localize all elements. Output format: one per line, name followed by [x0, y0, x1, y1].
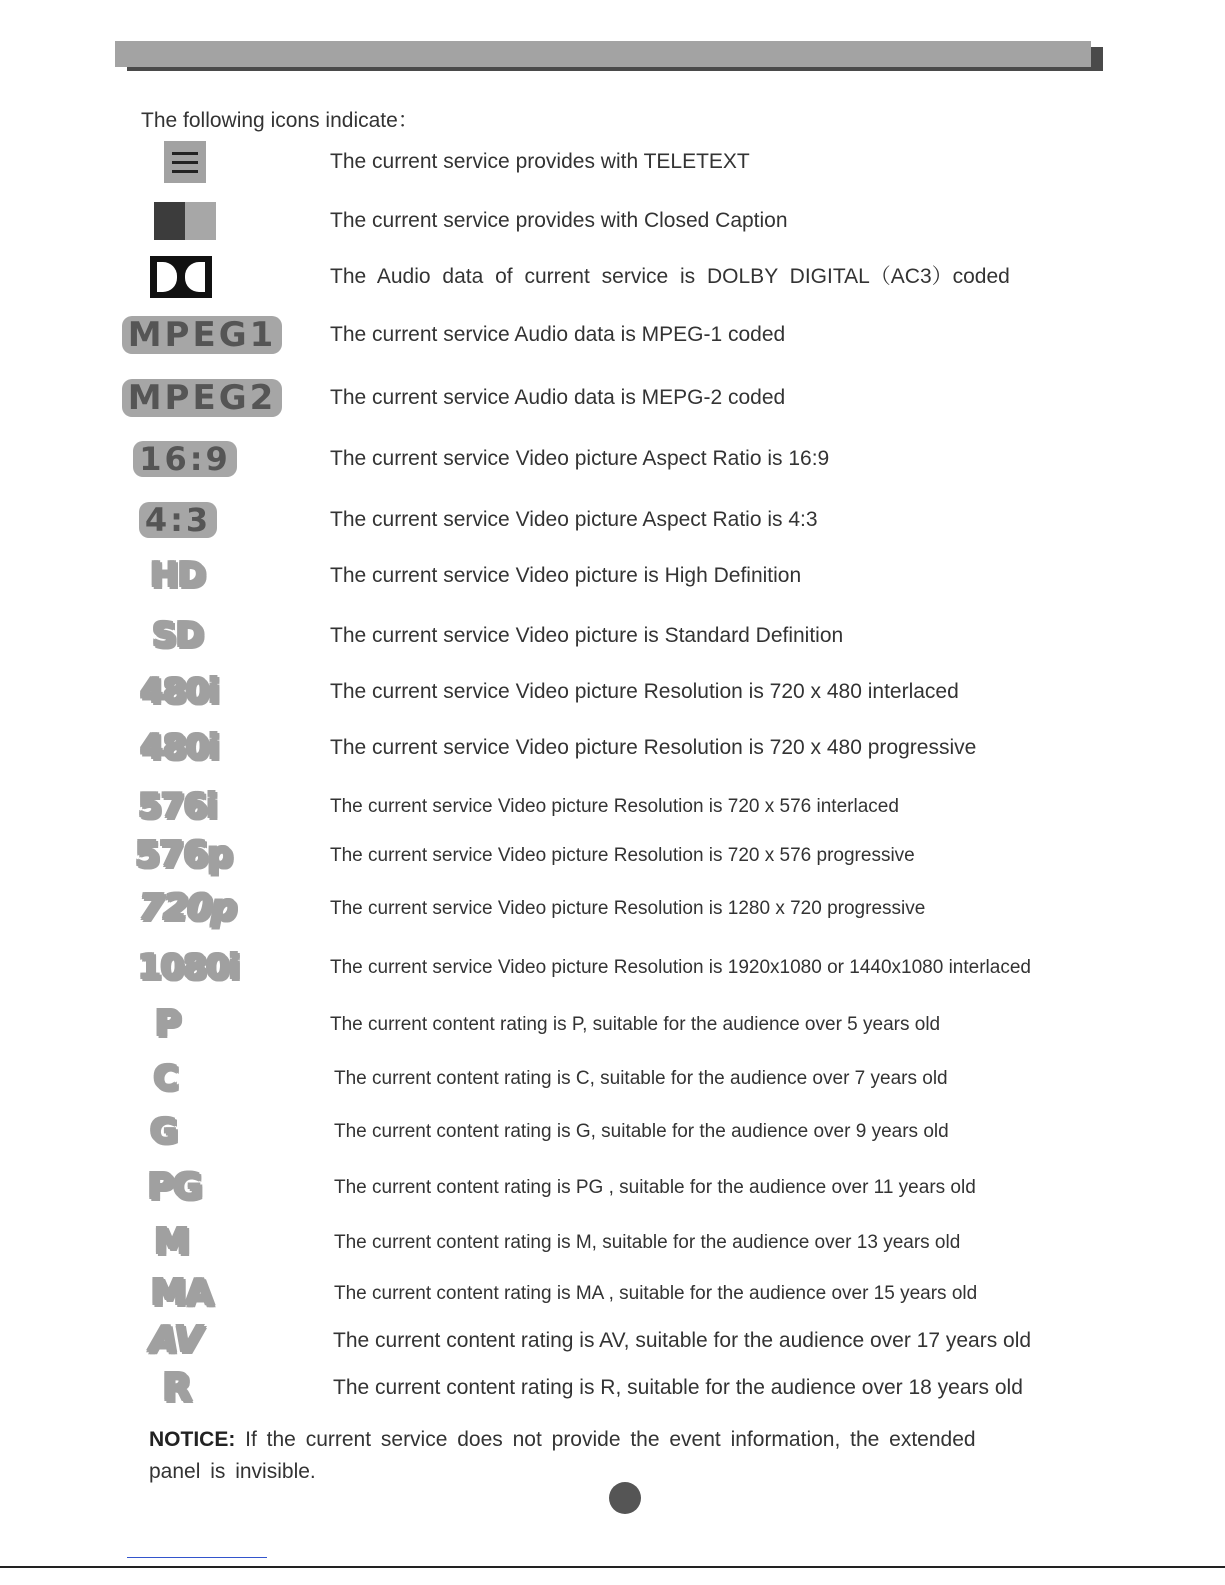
dolby-digital-icon	[91, 252, 271, 302]
intro-text: The following icons indicate：	[141, 109, 419, 132]
list-item	[0, 434, 1225, 484]
footer-underline	[127, 1557, 267, 1558]
icon-description: The current service Video picture is High Definition	[330, 564, 802, 587]
list-item	[0, 1107, 1225, 1157]
list-item	[0, 495, 1225, 545]
list-item	[0, 1054, 1225, 1104]
resolution-1080i-icon: 1080i	[138, 948, 240, 988]
icon-description: The current content rating is AV, suitable for the audience over 17 years old	[333, 1329, 1032, 1352]
list-item	[0, 1163, 1225, 1213]
aspect-4-3-icon: 4:3	[88, 495, 268, 545]
icon-description: The current content rating is C, suitable for the audience over 7 years old	[334, 1068, 948, 1089]
icon-description: The current service Video picture Resolution is 1920x1080 or 1440x1080 interlaced	[330, 957, 1031, 978]
page-marker-dot	[609, 1482, 641, 1514]
aspect-16-9-icon: 16:9	[95, 434, 275, 484]
rating-g-icon: G	[150, 1112, 178, 1152]
list-item	[0, 373, 1225, 423]
icon-description: The current content rating is G, suitable for the audience over 9 years old	[334, 1121, 949, 1142]
icon-description: The current service Video picture Resolution is 1280 x 720 progressive	[330, 898, 926, 919]
icon-description: The current service Audio data is MEPG-2 coded	[330, 386, 786, 409]
list-item	[0, 667, 1225, 717]
icon-description: The current content rating is P, suitable for the audience over 5 years old	[330, 1014, 941, 1035]
list-item	[0, 723, 1225, 773]
list-item	[0, 831, 1225, 881]
rating-pg-icon: PG	[148, 1167, 202, 1208]
icon-description: The current service Audio data is MPEG-1 coded	[330, 323, 786, 346]
icon-description: The current service provides with Closed Caption	[330, 209, 788, 232]
sd-icon: SD	[152, 616, 204, 656]
resolution-720p-icon: 720p	[139, 888, 237, 929]
icon-description: The current service Video picture Resolution is 720 x 576 interlaced	[330, 796, 899, 817]
rating-c-icon: C	[154, 1059, 178, 1099]
hd-icon: HD	[150, 556, 206, 596]
notice-text: If the current service does not provide the event information, the extended panel is invisible.	[149, 1428, 976, 1483]
closed-caption-icon	[95, 196, 275, 246]
rating-m-icon: M	[154, 1222, 190, 1263]
list-item	[0, 611, 1225, 661]
resolution-480p-icon: 480i	[140, 728, 220, 768]
icon-description: The current service Video picture Resolution is 720 x 480 interlaced	[330, 680, 959, 703]
bottom-rule	[0, 1566, 1225, 1568]
list-item	[0, 1218, 1225, 1268]
list-item	[0, 884, 1225, 934]
list-item	[0, 1363, 1225, 1413]
header-bar	[115, 41, 1091, 67]
icon-description: The current service provides with TELETEXT	[330, 150, 750, 173]
rating-av-icon: AV	[150, 1320, 202, 1361]
icon-description: The current content rating is PG , suitable for the audience over 11 years old	[334, 1177, 976, 1198]
teletext-icon	[95, 137, 275, 187]
notice-paragraph	[149, 1424, 1029, 1488]
icon-description: The current service Video picture Aspect Ratio is 16:9	[330, 447, 830, 470]
list-item	[0, 1316, 1225, 1366]
resolution-576p-icon: 576p	[135, 835, 233, 876]
icon-description: The current service Video picture Aspect Ratio is 4:3	[330, 508, 818, 531]
icon-description: The current service Video picture Resolution is 720 x 480 progressive	[330, 736, 977, 759]
icon-description: The current content rating is R, suitable for the audience over 18 years old	[333, 1376, 1023, 1399]
rating-ma-icon: MA	[151, 1273, 213, 1314]
icon-description: The current content rating is MA , suitable for the audience over 15 years old	[334, 1283, 978, 1304]
list-item	[0, 1000, 1225, 1050]
rating-r-icon: R	[162, 1366, 192, 1410]
list-item	[0, 1269, 1225, 1319]
mpeg2-icon: MPEG2	[112, 373, 292, 423]
list-item	[0, 137, 1225, 187]
icon-description: The current content rating is M, suitable for the audience over 13 years old	[334, 1232, 961, 1253]
icon-description: The current service Video picture Resolution is 720 x 576 progressive	[330, 845, 915, 866]
list-item	[0, 252, 1225, 302]
list-item	[0, 551, 1225, 601]
list-item	[0, 782, 1225, 832]
resolution-576i-icon: 576i	[138, 787, 218, 827]
icon-description: The current service Video picture is Standard Definition	[330, 624, 844, 647]
resolution-480i-icon: 480i	[140, 672, 220, 712]
icon-description: The Audio data of current service is DOLBY DIGITAL（AC3）coded	[330, 265, 1010, 288]
list-item	[0, 196, 1225, 246]
list-item	[0, 310, 1225, 360]
list-item	[0, 943, 1225, 993]
mpeg1-icon: MPEG1	[112, 310, 292, 360]
notice-label: NOTICE:	[149, 1428, 236, 1451]
rating-p-icon: P	[155, 1004, 181, 1045]
